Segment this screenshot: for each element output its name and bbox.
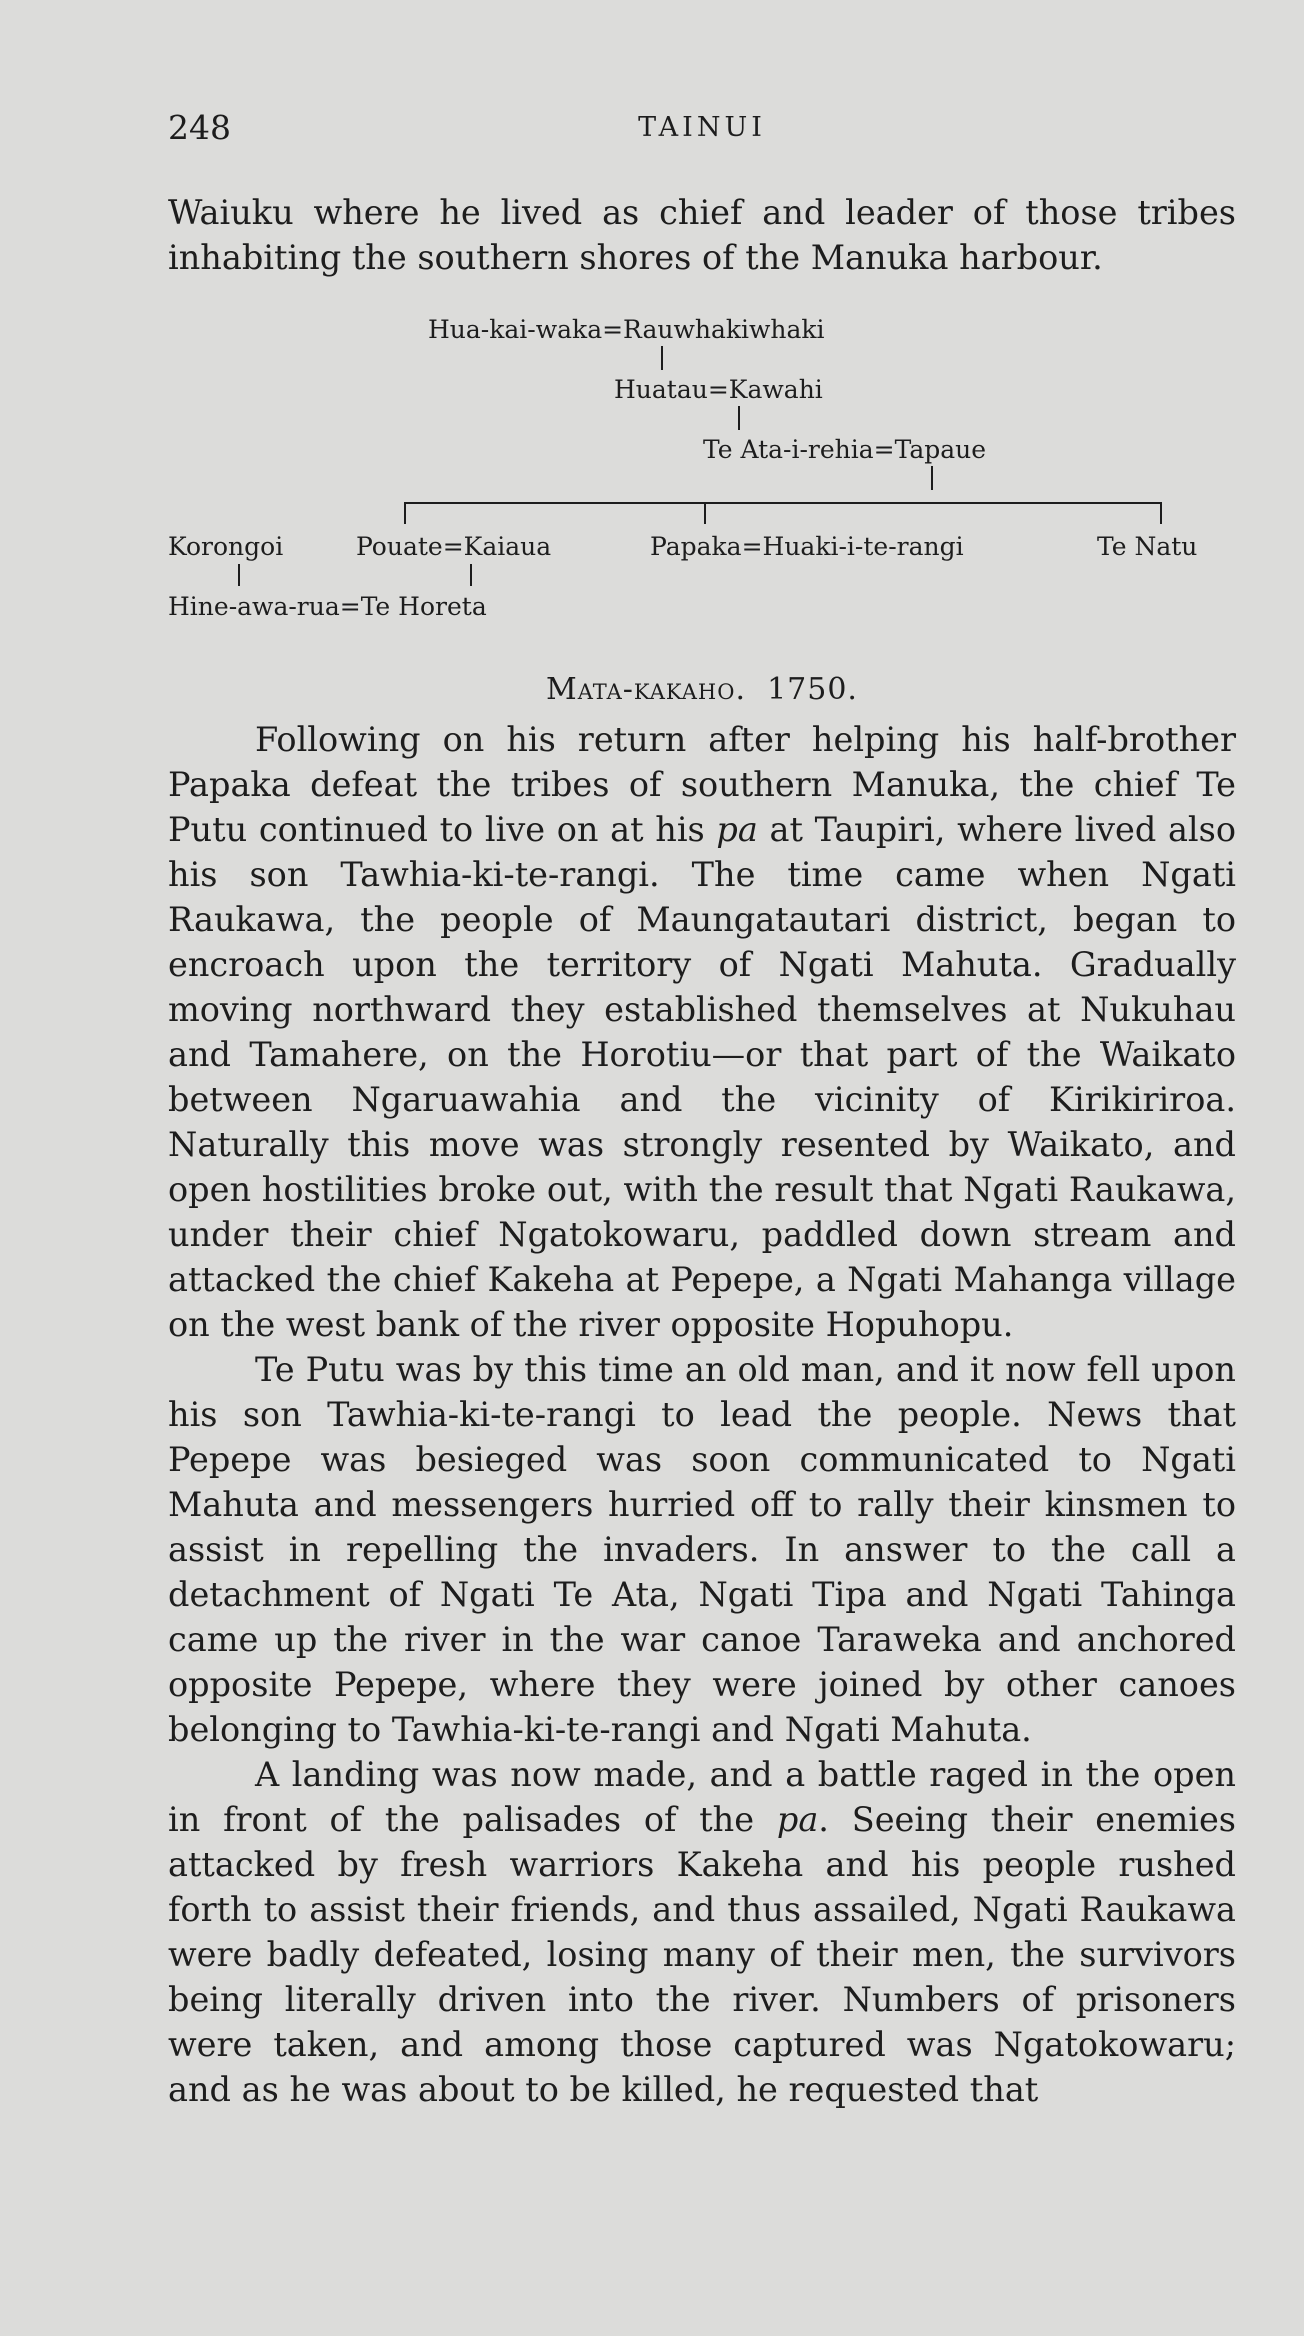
italic-word: pa [776,1800,819,1839]
paragraph-text: at Taupiri, where lived also his son Tawhia-ki-te-rangi. The time came when Ngati Raukawa, the people of Maungatautari district, began to encroach upon the territory of Ngati Mahuta. Gradually moving northward they established themselves at Nukuhau and Tamahere, on the Horotiu—or that part of the Waikato between Ngaruawahia and the vicinity of Kirikiriroa. Naturally this move was strongly resented by Waikato, and open hostilities broke out, with the result that Ngati Raukawa, under their chief Ngatokowaru, paddled down stream and attacked the chief Kakeha at Pepepe, a Ngati Mahanga village on the west bank of the river opposite Hopuhopu. [168,810,1236,1344]
genealogy-gen1: Hua-kai-waka=Rauwhakiwhaki [428,315,825,344]
genealogy-gen3: Te Ata-i-rehia=Tapaue [703,435,987,464]
page-number: 248 [168,108,231,147]
body-paragraph [168,717,1236,1347]
genealogy-gen4-pouate: Pouate=Kaiaua [356,532,552,561]
body-paragraph [168,1752,1236,2112]
descent-line [470,564,472,586]
paragraph-text: Following on his return after helping his half-brother Papaka defeat the tribes of southern Manuka, the chief Te Putu continued to live on at his [168,720,1236,849]
section-heading-title: Mata-kakaho. [546,672,746,707]
descent-line [404,502,406,524]
descent-line [738,406,740,430]
sibling-line [404,502,1162,504]
body-paragraph [168,1347,1236,1752]
intro-paragraph [168,190,1236,280]
genealogy-gen4-korongoi: Korongoi [168,532,284,561]
descent-line [1160,502,1162,524]
genealogy-gen5: Hine-awa-rua=Te Horeta [168,592,487,621]
genealogy-chart [0,300,1304,630]
page-header [168,108,1236,152]
descent-line [704,502,706,524]
running-title: TAINUI [638,112,766,143]
section-heading [168,672,1236,707]
descent-line [661,346,663,370]
italic-word: pa [716,810,758,849]
genealogy-gen4-papaka: Papaka=Huaki-i-te-rangi [650,532,964,561]
paragraph-text: . Seeing their enemies attacked by fresh warriors Kakeha and his people rushed forth to assist their friends, and thus assailed, Ngati Raukawa were badly defeated, losing many of their men, the survivors being literally driven into the river. Numbers of prisoners were taken, and among those captured was Ngatokowaru; and as he was about to be killed, he requested that [168,1800,1237,2109]
descent-line [238,564,240,586]
genealogy-gen4-te-natu: Te Natu [1097,532,1198,561]
genealogy-gen2: Huatau=Kawahi [614,375,823,404]
descent-line [931,466,933,490]
section-heading-year: 1750. [767,672,858,707]
paragraph-text: A landing was now made, and a battle raged in the open in front of the palisades of the [168,1755,1236,1839]
paragraph-text: Te Putu was by this time an old man, and it now fell upon his son Tawhia-ki-te-rangi to lead the people. News that Pepepe was besieged was soon communicated to Ngati Mahuta and messengers hurried off to rally their kinsmen to assist in repelling the invaders. In answer to the call a detachment of Ngati Te Ata, Ngati Tipa and Ngati Tahinga came up the river in the war canoe Taraweka and anchored opposite Pepepe, where they were joined by other canoes belonging to Tawhia-ki-te-rangi and Ngati Mahuta. [168,1350,1236,1749]
body-text [168,717,1236,2112]
intro-text: Waiuku where he lived as chief and leader of those tribes inhabiting the southern shores of the Manuka harbour. [168,193,1236,277]
